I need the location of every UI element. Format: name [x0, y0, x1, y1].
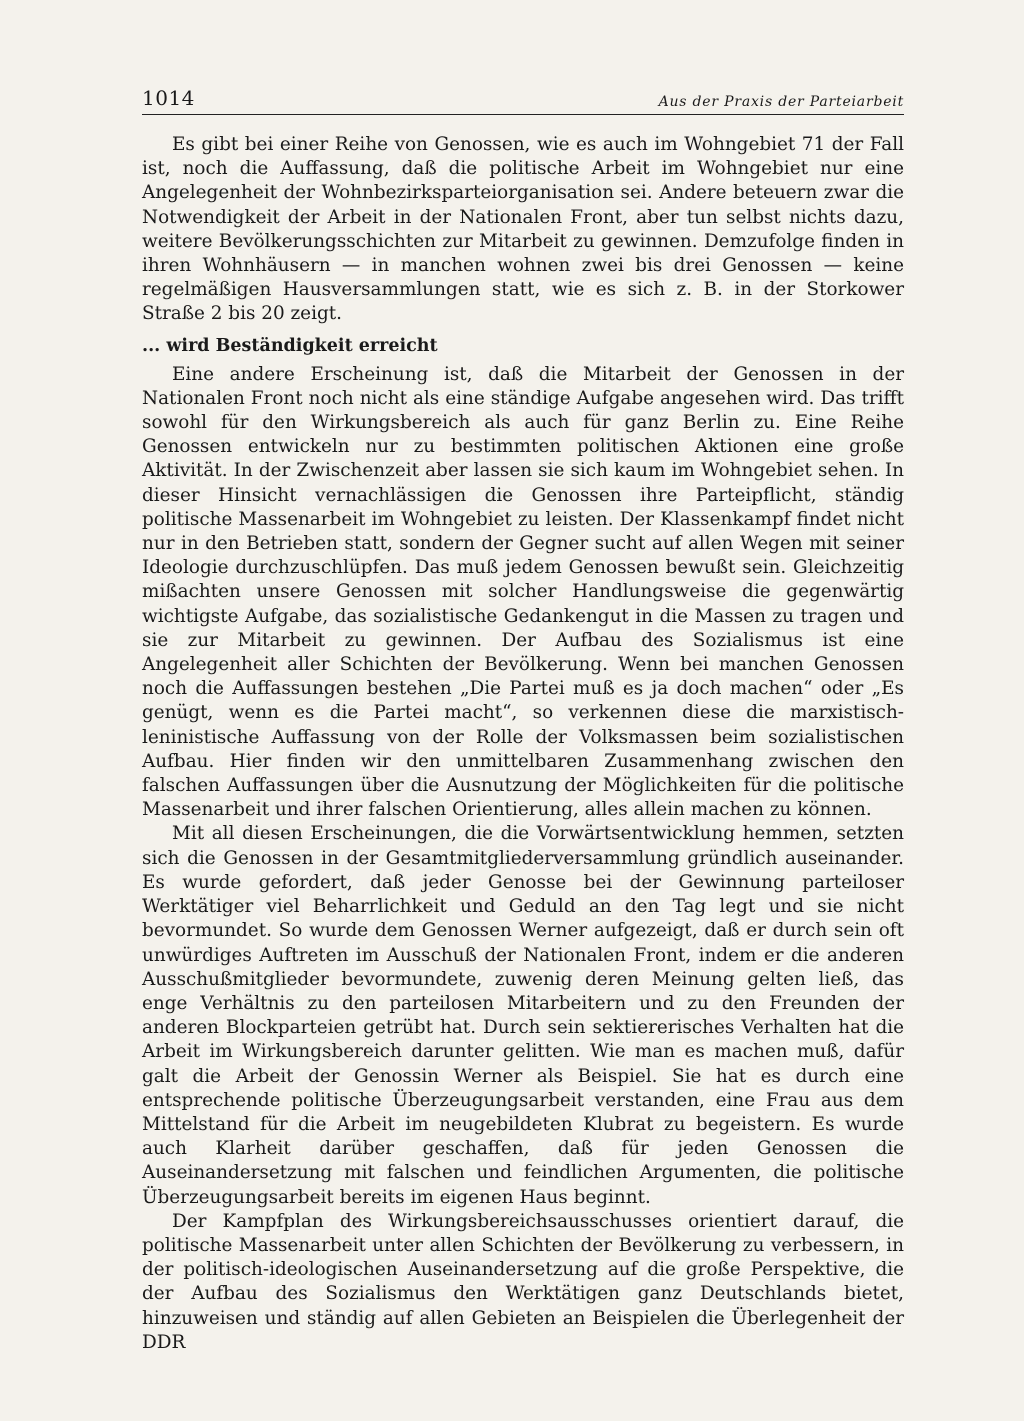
paragraph: Mit all diesen Erscheinungen, die die Vorwärtsentwicklung hemmen, setzten sich die Genossen in der Gesamtmitgliederversammlung gründlich auseinander. Es wurde gefordert, daß jeder Genosse bei der Gewinnung parteiloser Werktätiger viel Beharrlichkeit und Geduld an den Tag legt und sie nicht bevormundet. So wurde dem Genossen Werner aufgezeigt, daß er durch sein oft unwürdiges Auftreten im Ausschuß der Nationalen Front, indem er die anderen Ausschußmitglieder bevormundete, zuwenig deren Meinung gelten ließ, das enge Verhältnis zu den parteilosen Mitarbeitern und zu den Freunden der anderen Blockparteien getrübt hat. Durch sein sektiererisches Verhalten hat die Arbeit im Wirkungsbereich darunter gelitten. Wie man es machen muß, dafür galt die Arbeit der Genossin Werner als Beispiel. Sie hat es durch eine entsprechende politische Überzeugungsarbeit verstanden, eine Frau aus dem Mittelstand für die Arbeit im neugebildeten Klubrat zu begeistern. Es wurde auch Klarheit darüber geschaffen, daß für jeden Genossen die Auseinandersetzung mit falschen und feindlichen Argumenten, die politische Überzeugungsarbeit bereits im eigenen Haus beginnt. — [142, 823, 904, 1208]
section-title: Aus der Praxis der Parteiarbeit — [658, 94, 904, 110]
subheading: ... wird Beständigkeit erreicht — [142, 335, 438, 356]
document-page — [142, 86, 904, 1355]
running-header — [142, 86, 904, 115]
paragraph: Eine andere Erscheinung ist, daß die Mitarbeit der Genossen in der Nationalen Front noch nicht als eine ständige Aufgabe angesehen wird. Das trifft sowohl für den Wirkungsbereich als auch für ganz Berlin zu. Eine Reihe Genossen entwickeln nur zu bestimmten politischen Aktionen eine große Aktivität. In der Zwischenzeit aber lassen sie sich kaum im Wohngebiet sehen. In dieser Hinsicht vernachlässigen die Genossen ihre Parteipflicht, ständig politische Massenarbeit im Wohngebiet zu leisten. Der Klassenkampf findet nicht nur in den Betrieben statt, sondern der Gegner sucht auf allen Wegen mit seiner Ideologie durchzuschlüpfen. Das muß jedem Genossen bewußt sein. Gleichzeitig mißachten unsere Genossen mit solcher Handlungsweise die gegenwärtig wichtigste Aufgabe, das sozialistische Gedankengut in die Massen zu tragen und sie zur Mitarbeit zu gewinnen. Der Aufbau des Sozialismus ist eine Angelegenheit aller Schichten der Bevölkerung. Wenn bei manchen Genossen noch die Auffassungen bestehen „Die Partei muß es ja doch machen“ oder „Es genügt, wenn es die Partei macht“, so verkennen diese die marxistisch-leninistische Auffassung von der Rolle der Volksmassen beim sozialistischen Aufbau. Hier finden wir den unmittelbaren Zusammenhang zwischen den falschen Auffassungen über die Ausnutzung der Möglichkeiten für die politische Massenarbeit und ihrer falschen Orientierung, alles allein machen zu können. — [142, 363, 904, 821]
paragraph: Es gibt bei einer Reihe von Genossen, wie es auch im Wohngebiet 71 der Fall ist, noch die Auffassung, daß die politische Arbeit im Wohngebiet nur eine Angelegenheit der Wohnbezirksparteiorganisation sei. Andere beteuern zwar die Notwendigkeit der Arbeit in der Nationalen Front, aber tun selbst nichts dazu, weitere Bevölkerungsschichten zur Mitarbeit zu gewinnen. Demzufolge finden in ihren Wohnhäusern — in manchen wohnen zwei bis drei Genossen — keine regelmäßigen Hausversammlungen statt, wie es sich z. B. in der Storkower Straße 2 bis 20 zeigt. — [142, 134, 904, 325]
article-body — [142, 133, 904, 1355]
paragraph: Der Kampfplan des Wirkungsbereichsausschusses orientiert darauf, die politische Massenarbeit unter allen Schichten der Bevölkerung zu verbessern, in der politisch-ideologischen Auseinandersetzung auf die große Perspektive, die der Aufbau des Sozialismus den Werktätigen ganz Deutschlands bietet, hinzuweisen und ständig auf allen Gebieten an Beispielen die Überlegenheit der DDR — [142, 1210, 904, 1353]
page-number: 1014 — [142, 86, 195, 110]
